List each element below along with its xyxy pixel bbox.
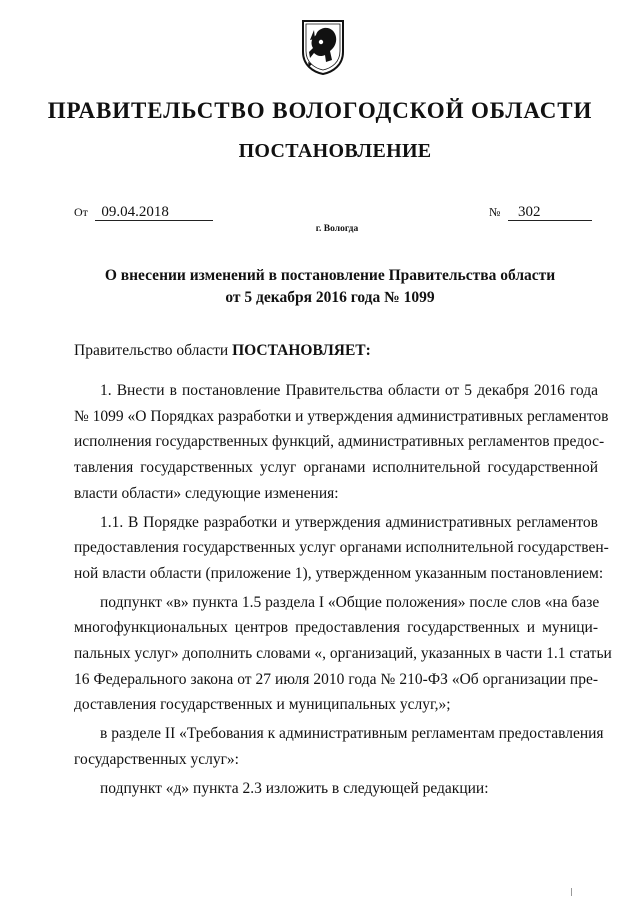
paragraph-1-1 bbox=[74, 510, 609, 587]
paragraph-line: 16 Федерального закона от 27 июля 2010 года № 210-ФЗ «Об организации пре- bbox=[74, 670, 598, 688]
government-name: ПРАВИТЕЛЬСТВО ВОЛОГОДСКОЙ ОБЛАСТИ bbox=[47, 98, 593, 123]
subject-line-1: О внесении изменений в постановление Правительства области bbox=[104, 267, 556, 284]
document-subject bbox=[0, 265, 640, 309]
paragraph-line: № 1099 «О Порядках разработки и утверждения административных регламентов bbox=[74, 407, 609, 425]
paragraph-line: исполнения государственных функций, административных регламентов предос- bbox=[74, 433, 605, 451]
paragraph-line: подпункт «в» пункта 1.5 раздела I «Общие положения» после слов «на базе bbox=[100, 593, 600, 611]
paragraph-subpoint-v bbox=[74, 590, 612, 719]
scan-mark bbox=[571, 888, 572, 896]
paragraph-line: подпункт «д» пункта 2.3 изложить в следующей редакции: bbox=[100, 779, 489, 797]
document-number: 302 bbox=[508, 204, 592, 221]
city: г. Вологда bbox=[315, 224, 359, 234]
date-prefix: От bbox=[74, 205, 88, 219]
paragraph-line: ной власти области (приложение 1), утвержденном указанным постановлением: bbox=[74, 564, 604, 582]
paragraph-line: предоставления государственных услуг органами исполнительной государствен- bbox=[74, 539, 609, 557]
paragraph-line: в разделе II «Требования к административным регламентам предоставления bbox=[100, 725, 604, 743]
number-prefix: № bbox=[489, 205, 501, 219]
date-field bbox=[74, 204, 213, 221]
paragraph-subpoint-d bbox=[74, 776, 598, 802]
paragraph-line: государственных услуг»: bbox=[74, 750, 239, 768]
paragraph-line: власти области» следующие изменения: bbox=[74, 484, 339, 502]
paragraph-line: 1.1. В Порядке разработки и утверждения административных регламентов bbox=[100, 513, 598, 531]
preamble-text: Правительство области bbox=[74, 342, 233, 359]
preamble-decree-word: ПОСТАНОВЛЯЕТ: bbox=[232, 342, 371, 359]
paragraph-line: 1. Внести в постановление Правительства области от 5 декабря 2016 года bbox=[100, 382, 598, 399]
coat-of-arms-icon bbox=[300, 18, 346, 76]
paragraph-section-2 bbox=[74, 721, 604, 772]
paragraph-line: доставления государственных и муниципальных услуг,»; bbox=[74, 696, 451, 714]
paragraph-line: пальных услуг» дополнить словами «, организаций, указанных в части 1.1 статьи bbox=[74, 645, 612, 663]
number-field bbox=[489, 204, 592, 221]
document-body bbox=[74, 378, 612, 801]
paragraph-line: тавления государственных услуг органами исполнительной государственной bbox=[74, 459, 598, 477]
preamble bbox=[74, 342, 371, 360]
document-date: 09.04.2018 bbox=[95, 204, 213, 221]
subject-line-2: от 5 декабря 2016 года № 1099 bbox=[225, 289, 435, 306]
document-type: ПОСТАНОВЛЕНИЕ bbox=[238, 140, 432, 162]
paragraph-line: многофункциональных центров предоставления государственных и муници- bbox=[74, 619, 598, 637]
paragraph-1 bbox=[74, 378, 609, 507]
